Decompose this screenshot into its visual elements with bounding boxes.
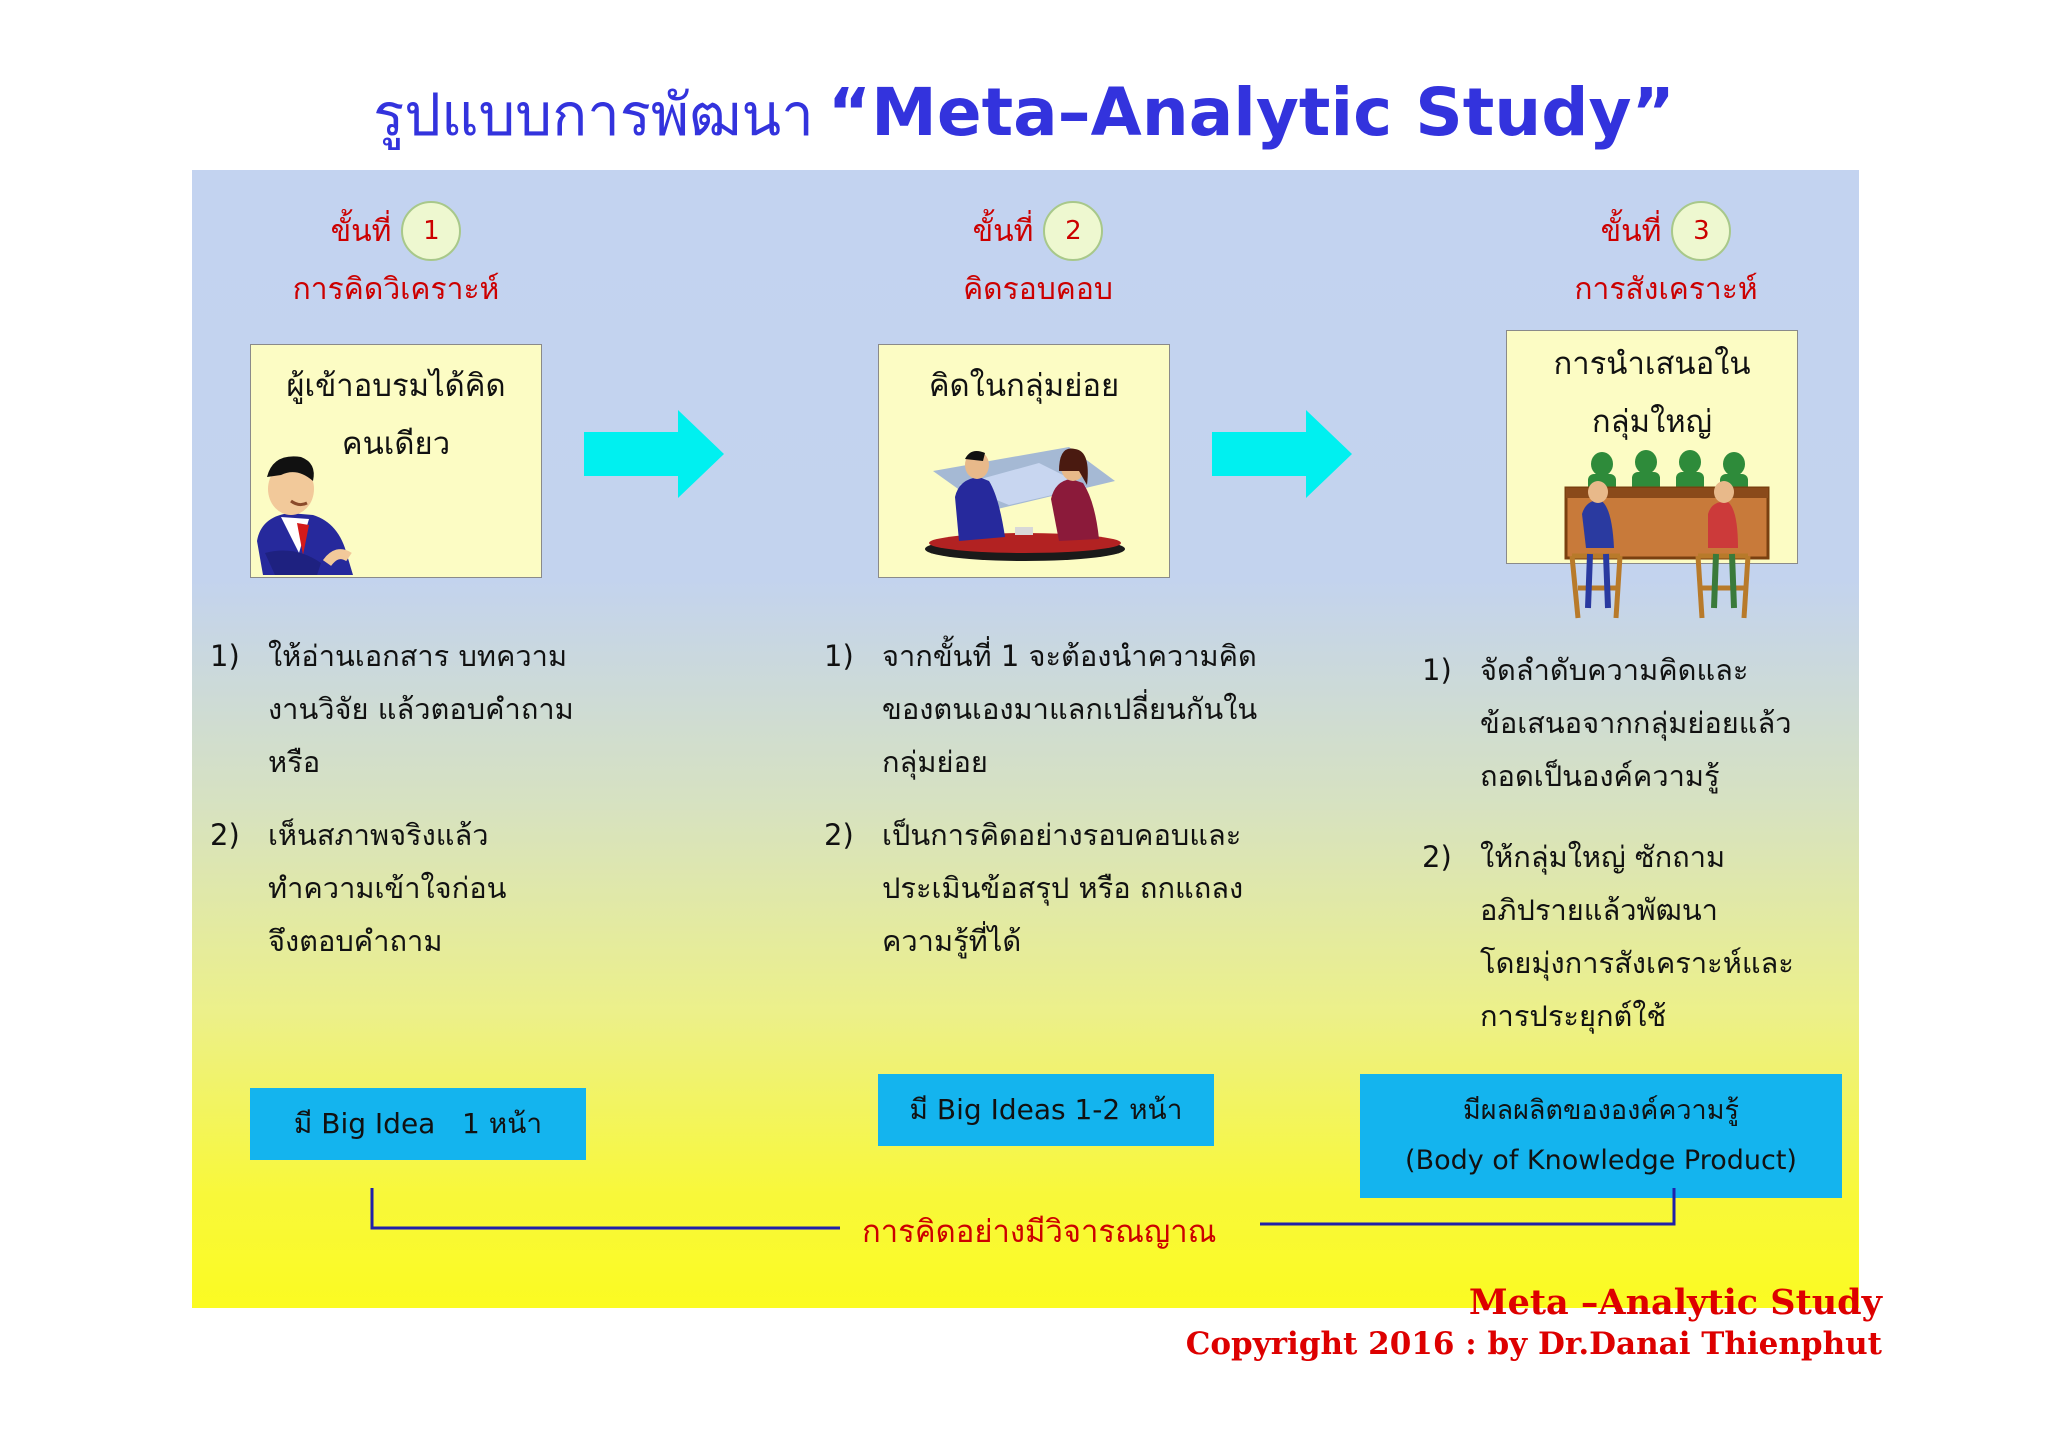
step-1-header xyxy=(246,200,546,313)
step-1-name: การคิดวิเคราะห์ xyxy=(292,272,500,307)
step-2-list xyxy=(824,630,1304,988)
step-1-word: ขั้นที่ xyxy=(330,213,392,249)
step-2-header xyxy=(888,200,1188,313)
step-1-output xyxy=(250,1088,586,1160)
list-item xyxy=(210,630,630,789)
item-line: จึงตอบคำถาม xyxy=(268,924,443,958)
arrow-right-icon xyxy=(1212,410,1352,498)
step-2-name: คิดรอบคอบ xyxy=(963,272,1113,307)
list-item xyxy=(1422,644,1862,803)
step-2-word: ขั้นที่ xyxy=(972,213,1034,249)
list-item xyxy=(210,809,630,968)
item-number: 1) xyxy=(210,639,240,673)
step-1-card xyxy=(250,344,542,578)
list-item xyxy=(824,630,1304,789)
step-3-output xyxy=(1360,1074,1842,1198)
group-meeting-icon xyxy=(1562,448,1772,624)
step-3-name: การสังเคราะห์ xyxy=(1574,272,1758,307)
item-number: 1) xyxy=(1422,653,1452,687)
item-line: หรือ xyxy=(268,745,321,779)
item-line: ข้อเสนอจากกลุ่มย่อยแล้ว xyxy=(1480,706,1792,740)
item-line: เป็นการคิดอย่างรอบคอบและ xyxy=(882,818,1242,852)
item-line: จากขั้นที่ 1 จะต้องนำความคิด xyxy=(882,639,1257,673)
thinking-person-icon xyxy=(251,445,361,577)
step-1-output-text: มี Big Idea 1 หน้า xyxy=(293,1107,543,1140)
item-number: 1) xyxy=(824,639,854,673)
list-item xyxy=(824,809,1304,968)
item-line: จัดลำดับความคิดและ xyxy=(1480,653,1749,687)
item-line: กลุ่มย่อย xyxy=(882,745,988,779)
footer-copyright: Copyright 2016 : by Dr.Danai Thienphut xyxy=(1185,1326,1882,1362)
item-number: 2) xyxy=(210,818,240,852)
step-1-list xyxy=(210,630,630,988)
item-line: ถอดเป็นองค์ความรู้ xyxy=(1480,759,1720,793)
footer-title: Meta –Analytic Study xyxy=(1468,1282,1882,1323)
step-2-number: 2 xyxy=(1043,201,1103,261)
step-1-card-line: ผู้เข้าอบรมได้คิด xyxy=(286,368,506,404)
step-2-output xyxy=(878,1074,1214,1146)
item-number: 2) xyxy=(1422,840,1452,874)
item-line: การประยุกต์ใช้ xyxy=(1480,999,1667,1033)
item-line: ของตนเองมาแลกเปลี่ยนกันใน xyxy=(882,692,1258,726)
item-line: เห็นสภาพจริงแล้ว xyxy=(268,818,489,852)
step-1-number: 1 xyxy=(401,201,461,261)
step-2-output-text: มี Big Ideas 1-2 หน้า xyxy=(909,1093,1183,1126)
step-2-card-line: คิดในกลุ่มย่อย xyxy=(928,368,1120,404)
item-number: 2) xyxy=(824,818,854,852)
item-line: ประเมินข้อสรุป หรือ ถกแถลง xyxy=(882,871,1244,905)
item-line: อภิปรายแล้วพัฒนา xyxy=(1480,893,1718,927)
step-2-card xyxy=(878,344,1170,578)
step-3-output-line: (Body of Knowledge Product) xyxy=(1405,1145,1797,1176)
step-3-word: ขั้นที่ xyxy=(1600,213,1662,249)
item-line: งานวิจัย แล้วตอบคำถาม xyxy=(268,692,574,726)
critical-thinking-label: การคิดอย่างมีวิจารณญาณ xyxy=(862,1214,1217,1250)
item-line: ทำความเข้าใจก่อน xyxy=(268,871,507,905)
arrow-right-icon xyxy=(584,410,724,498)
step-3-number: 3 xyxy=(1671,201,1731,261)
step-1-card-line: คนเดียว xyxy=(341,426,451,462)
item-line: ให้กลุ่มใหญ่ ซักถาม xyxy=(1480,840,1726,874)
list-item xyxy=(1422,831,1862,1043)
step-3-header xyxy=(1516,200,1816,313)
meeting-icon xyxy=(919,441,1139,571)
item-line: ให้อ่านเอกสาร บทความ xyxy=(268,639,568,673)
step-3-card-line: การนำเสนอใน xyxy=(1553,346,1751,382)
page-title xyxy=(0,68,2048,161)
item-line: โดยมุ่งการสังเคราะห์และ xyxy=(1480,946,1794,980)
step-3-card-line: กลุ่มใหญ่ xyxy=(1591,404,1713,440)
step-3-list xyxy=(1422,644,1862,1063)
step-3-output-line: มีผลผลิตขององค์ความรู้ xyxy=(1462,1095,1740,1126)
title-english: “Meta–Analytic Study” xyxy=(827,74,1675,151)
item-line: ความรู้ที่ได้ xyxy=(882,924,1022,958)
title-thai: รูปแบบการพัฒนา xyxy=(373,81,814,149)
